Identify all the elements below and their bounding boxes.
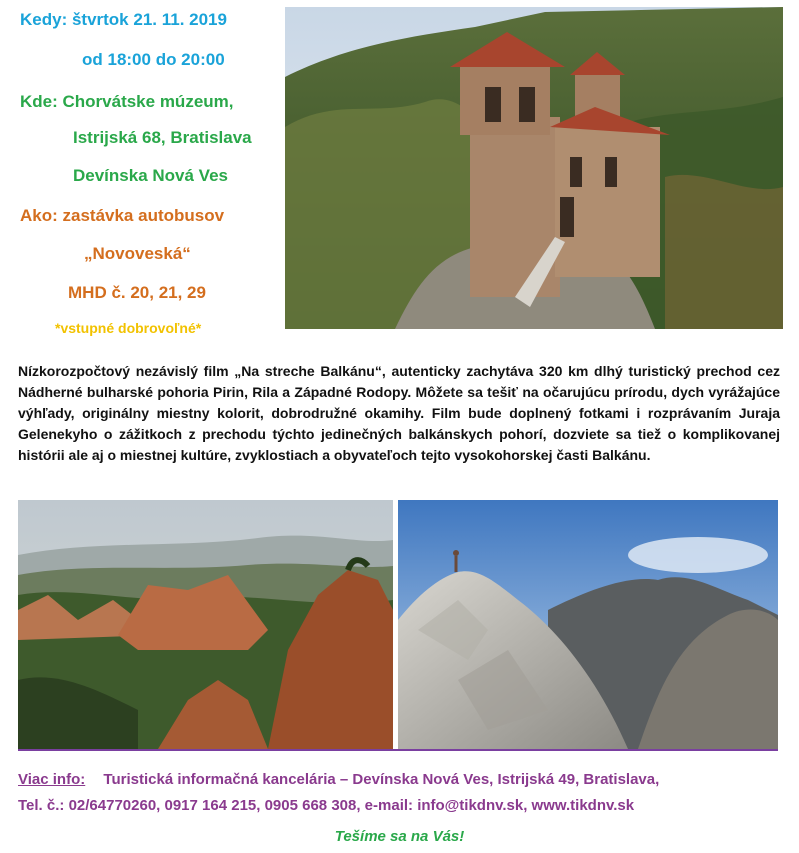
film-description: Nízkorozpočtový nezávislý film „Na streche Balkánu“, autenticky zachytáva 320 km dlhý turistický prechod cez Nádherné bulharské pohoria Pirin, Rila a Západné Rodopy. Môžete sa tešiť na očarujúcu prírodu, dych vyrážajúce výhľady, originálny miestny kolorit, dobrodružné okamihy. Film bude doplnený fotkami i rozprávaním Juraja Gelenekyho o zážitkoch z prechodu týchto jedinečných balkánskych pohorí, dozviete sa tiež o komplikovanej histórii ale aj o miestnej kultúre, zvyklostiach a obyvateľoch tejto vysokohorskej časti Balkánu. [18, 363, 780, 463]
event-transport-line3: MHD č. 20, 21, 29 [68, 283, 206, 302]
footer-divider [18, 749, 778, 751]
info-office: Turistická informačná kancelária – Devínska Nová Ves, Istrijská 49, Bratislava, [103, 771, 660, 788]
closing-greeting: Tešíme sa na Vás! [334, 828, 465, 845]
more-info-line [18, 770, 659, 790]
mountain-summit-photo [398, 500, 778, 749]
event-date: Kedy: štvrtok 21. 11. 2019 [20, 10, 227, 29]
event-place-line2: Istrijská 68, Bratislava [73, 128, 252, 147]
contact-line: Tel. č.: 02/64770260, 0917 164 215, 0905 668 308, e-mail: info@tikdnv.sk, www.tikdnv.sk [18, 797, 635, 814]
sandstone-pyramids-photo [18, 500, 393, 749]
event-time: od 18:00 do 20:00 [82, 50, 225, 69]
church-photo [285, 7, 783, 329]
more-info-label: Viac info: [18, 771, 86, 788]
event-place-line3: Devínska Nová Ves [73, 166, 228, 185]
event-place-line1: Kde: Chorvátske múzeum, [20, 92, 234, 111]
entry-note: *vstupné dobrovoľné* [55, 320, 202, 336]
event-transport-line1: Ako: zastávka autobusov [20, 206, 225, 225]
event-transport-line2: „Novoveská“ [84, 244, 191, 263]
